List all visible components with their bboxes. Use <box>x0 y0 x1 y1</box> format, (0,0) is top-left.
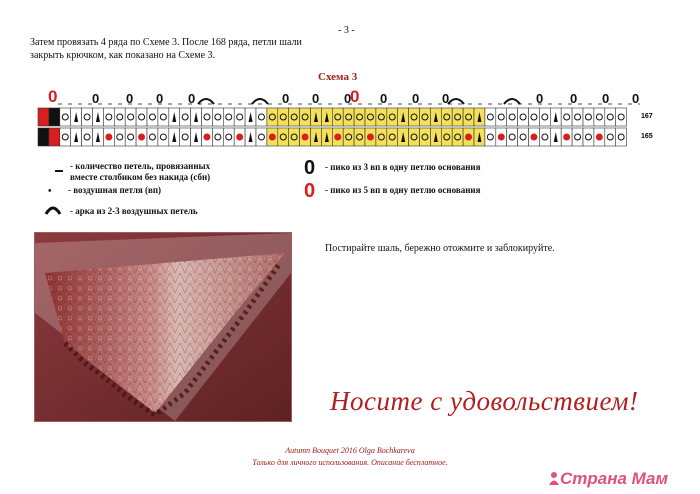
chart-cell <box>202 108 213 126</box>
chart-cell <box>60 108 71 126</box>
chart-cell <box>38 128 49 146</box>
chart-cell <box>180 108 191 126</box>
pico3-mark: 0 <box>380 91 388 106</box>
pico3-mark: 0 <box>412 91 420 106</box>
chart-cell <box>354 128 365 146</box>
chart-cell <box>485 128 496 146</box>
pico3-mark: 0 <box>92 91 100 106</box>
chart-cell <box>365 108 376 126</box>
arch-mark <box>252 99 268 104</box>
shawl-photo <box>34 232 292 422</box>
chart-cell <box>420 108 431 126</box>
stitch-mark <box>531 134 537 140</box>
footer-license: Только для личного использования. Описание бесплатное. <box>252 458 448 467</box>
chart-cell <box>82 108 93 126</box>
chart-cell <box>496 108 507 126</box>
legend-pico5: - пико из 5 вп в одну петлю основания <box>325 185 481 195</box>
stitch-mark <box>269 134 275 140</box>
arch-mark <box>448 99 464 104</box>
intro-line-2: закрыть крючком, как показано на Схеме 3. <box>30 50 216 61</box>
chart-cell <box>343 108 354 126</box>
chart-cell <box>289 128 300 146</box>
chart-cell <box>441 108 452 126</box>
pico3-mark: 0 <box>632 91 640 106</box>
arch-mark <box>198 99 214 104</box>
pico5-mark: 0 <box>48 87 58 106</box>
pico3-mark: 0 <box>156 91 164 106</box>
chart-cell <box>387 128 398 146</box>
stitch-mark <box>596 134 602 140</box>
legend-pico3: - пико из 3 вп в одну петлю основания <box>325 162 481 172</box>
chart-cell <box>572 108 583 126</box>
chart-cell <box>594 108 605 126</box>
chart-cell <box>234 108 245 126</box>
chart-cell <box>332 108 343 126</box>
scheme-title: Схема 3 <box>318 71 358 83</box>
chart-cell <box>387 108 398 126</box>
chart-cell <box>267 108 278 126</box>
watermark-icon <box>548 471 560 485</box>
pico3-mark: 0 <box>442 91 450 106</box>
chart-cell <box>114 108 125 126</box>
page-number: - 3 - <box>338 25 355 36</box>
chart-cell <box>354 108 365 126</box>
chart-cell <box>158 128 169 146</box>
stitch-mark <box>498 134 504 140</box>
footer-credits: Autumn Bouquet 2016 Olga Bochkareva <box>285 446 415 455</box>
chart-cell <box>103 108 114 126</box>
intro-line-1: Затем провязать 4 ряда по Схеме 3. После 168 ряда, петли шали <box>30 37 302 48</box>
legend-sc-together <box>70 161 250 183</box>
chart-cell <box>114 128 125 146</box>
chart-cell <box>572 128 583 146</box>
chart-cell <box>278 108 289 126</box>
intro-text <box>30 36 350 62</box>
arch-mark <box>504 99 520 104</box>
chart-cell <box>518 128 529 146</box>
chart-cell <box>212 128 223 146</box>
chart-cell <box>376 108 387 126</box>
pico3-mark: 0 <box>570 91 578 106</box>
chart-cell <box>147 108 158 126</box>
chart-cell <box>376 128 387 146</box>
chart-cell <box>49 128 60 146</box>
chart-cell <box>158 108 169 126</box>
chart-cell <box>256 128 267 146</box>
picot-row <box>48 87 640 106</box>
chart-cell <box>507 108 518 126</box>
stitch-mark <box>139 134 145 140</box>
arch-icon <box>44 203 62 215</box>
chart-cell <box>180 128 191 146</box>
chart-cell <box>38 108 49 126</box>
legend-sc-line-1: - количество петель, провязанных <box>70 161 211 171</box>
pico3-mark: 0 <box>126 91 134 106</box>
chart-cell <box>82 128 93 146</box>
chart-cell <box>420 128 431 146</box>
pico3-mark: 0 <box>312 91 320 106</box>
chart-cell <box>452 108 463 126</box>
watermark-logo[interactable]: Страна Мам <box>560 469 669 488</box>
chart-cell <box>605 128 616 146</box>
chart-cell <box>136 108 147 126</box>
chart-cell <box>223 108 234 126</box>
chart-cell <box>583 108 594 126</box>
chart-cell <box>616 108 627 126</box>
chart-cell <box>289 108 300 126</box>
chart-cell <box>452 128 463 146</box>
stitch-mark <box>367 134 373 140</box>
stitch-mark <box>564 134 570 140</box>
pico3-mark: 0 <box>282 91 290 106</box>
stitch-mark <box>335 134 341 140</box>
chart-cell <box>485 108 496 126</box>
scheme-3-chart <box>30 84 653 144</box>
legend-arch: - арка из 2-3 воздушных петель <box>70 206 198 216</box>
chart-cell <box>441 128 452 146</box>
chart-cell <box>529 108 540 126</box>
stitch-mark <box>302 134 308 140</box>
chart-cell <box>256 108 267 126</box>
row-label-167: 167 <box>641 113 653 120</box>
chart-cell <box>561 108 572 126</box>
chart-cell <box>507 128 518 146</box>
chart-cell <box>463 108 474 126</box>
stitch-mark <box>237 134 243 140</box>
pico3-mark: 0 <box>602 91 610 106</box>
chart-cell <box>409 128 420 146</box>
chart-cell <box>147 128 158 146</box>
pico3-mark: 0 <box>344 91 352 106</box>
chart-cell <box>539 128 550 146</box>
chart-cell <box>125 108 136 126</box>
chart-cell <box>125 128 136 146</box>
stitch-mark <box>466 134 472 140</box>
chart-cell <box>343 128 354 146</box>
chart-cell <box>223 128 234 146</box>
row-label-165: 165 <box>641 133 653 140</box>
pico5-symbol: 0 <box>304 180 316 202</box>
chart-cell <box>409 108 420 126</box>
chart-cell <box>605 108 616 126</box>
sc-together-symbol <box>55 170 63 172</box>
chart-cell <box>518 108 529 126</box>
stitch-mark <box>106 134 112 140</box>
chart-cell <box>49 108 60 126</box>
chart-cell <box>539 108 550 126</box>
pico3-symbol: 0 <box>304 157 316 179</box>
pico3-mark: 0 <box>536 91 544 106</box>
chain-symbol: • <box>48 186 52 197</box>
chart-cell <box>616 128 627 146</box>
closing-wish: Носите с удовольствием! <box>330 386 639 416</box>
legend-sc-line-2: вместе столбиком без накида (сбн) <box>70 172 211 182</box>
pico5-mark: 0 <box>350 87 360 106</box>
stitch-mark <box>204 134 210 140</box>
shawl-image <box>35 233 291 421</box>
chart-cell <box>212 108 223 126</box>
chart-cell <box>300 108 311 126</box>
finishing-instructions: Постирайте шаль, бережно отожмите и заблокируйте. <box>325 243 555 254</box>
chart-cell <box>278 128 289 146</box>
pico3-mark: 0 <box>188 91 196 106</box>
chart-cell <box>583 128 594 146</box>
chart-cell <box>60 128 71 146</box>
legend-chain: - воздушная петля (вп) <box>68 185 162 195</box>
